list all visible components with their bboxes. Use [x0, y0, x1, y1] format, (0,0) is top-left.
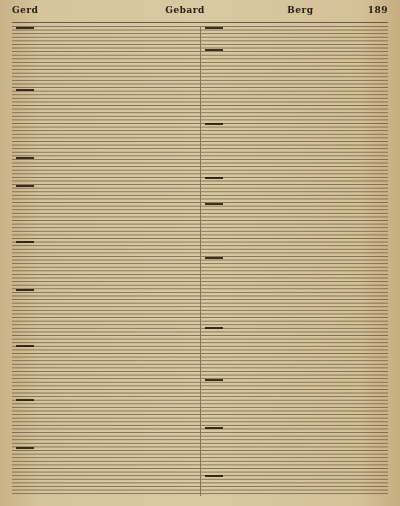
running-header: [12, 6, 388, 23]
entry-headword-mark: [205, 379, 223, 381]
entry-headword-mark: [16, 157, 34, 159]
entry-headword-mark: [205, 123, 223, 125]
entry-headword-mark: [205, 27, 223, 29]
entry-headword-mark: [205, 177, 223, 179]
entry-headword-mark: [16, 241, 34, 243]
text-columns: [12, 26, 388, 496]
entry-headword-mark: [205, 49, 223, 51]
entry-headword-mark: [205, 475, 223, 477]
entry-headword-mark: [16, 185, 34, 187]
entry-headword-mark: [16, 399, 34, 401]
entry-headword-mark: [205, 203, 223, 205]
entry-headword-mark: [205, 427, 223, 429]
right-column: [201, 26, 389, 496]
entry-headword-mark: [205, 257, 223, 259]
center-headword: Gebard: [165, 6, 205, 16]
left-column: [12, 26, 201, 496]
entry-headword-mark: [16, 345, 34, 347]
entry-headword-mark: [16, 289, 34, 291]
entry-headword-mark: [205, 327, 223, 329]
page-number: 189: [367, 6, 388, 16]
entry-headword-mark: [16, 89, 34, 91]
entry-headword-mark: [16, 447, 34, 449]
left-headword: Gerd: [12, 6, 39, 16]
right-headword: Berg: [287, 6, 314, 16]
entry-headword-mark: [16, 27, 34, 29]
